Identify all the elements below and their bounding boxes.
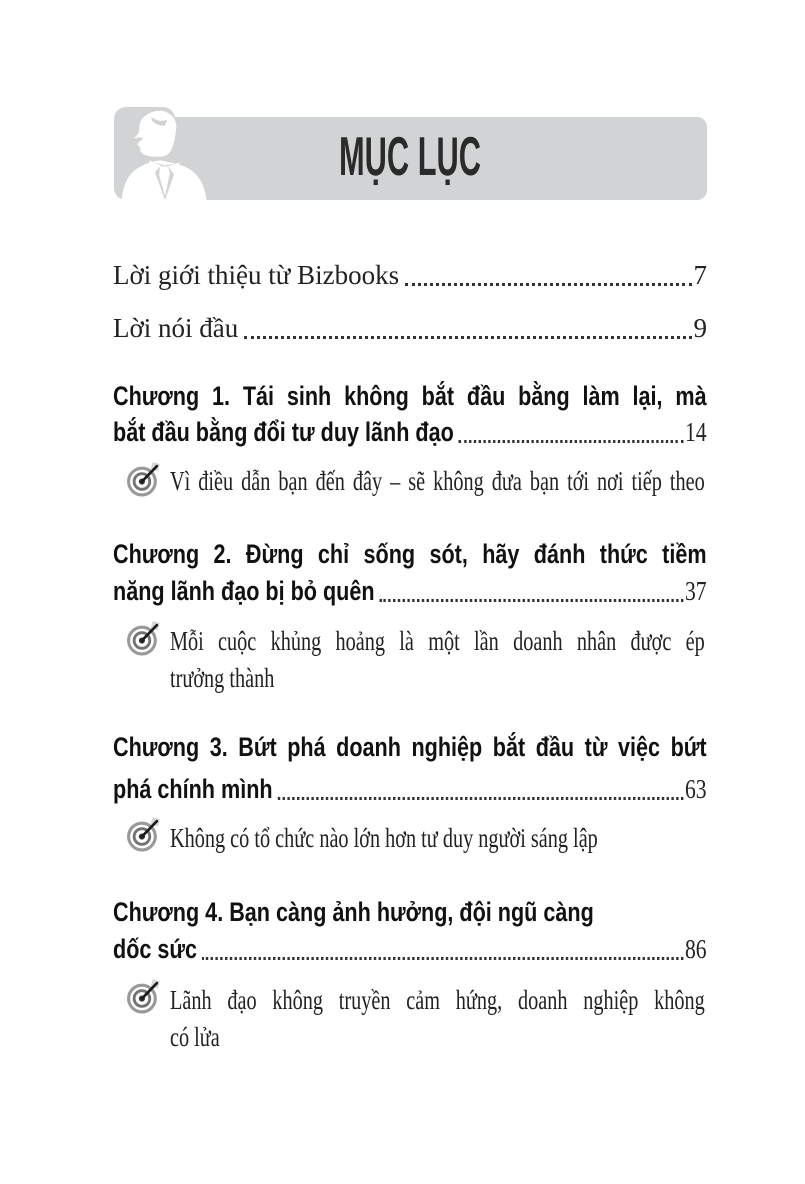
bullet-line: Vì điều dẫn bạn đến đây – sẽ không đưa bạn tới nơi tiếp theo	[170, 466, 705, 496]
toc-entry-label: Lời nói đầu	[113, 313, 239, 343]
chapter1-bullet	[170, 463, 705, 500]
chapter-title-text: phá chính mình	[113, 774, 273, 804]
chapter-title-text: dốc sức	[113, 934, 198, 964]
toc-entry-page: 7	[693, 260, 707, 290]
chapter2-bullet	[170, 623, 705, 697]
toc-entry-preface	[113, 310, 707, 347]
chapter4-bullet	[170, 982, 705, 1056]
chapter-page: 86	[685, 934, 707, 964]
target-dart-icon	[126, 461, 163, 498]
bullet-line: Mỗi cuộc khủng hoảng là một lần doanh nhân được ép	[170, 626, 705, 656]
target-dart-icon	[126, 978, 163, 1015]
dot-leader	[459, 440, 684, 443]
chapter4-title-line2	[113, 930, 707, 968]
target-dart-icon	[126, 816, 163, 853]
chapter3-bullet	[170, 820, 705, 857]
dot-leader	[202, 957, 684, 960]
businessman-silhouette-icon	[115, 109, 215, 200]
dot-leader	[244, 336, 691, 339]
dot-leader	[405, 283, 691, 286]
chapter2-title-line2	[113, 572, 707, 610]
bullet-line: trưởng thành	[170, 663, 275, 693]
chapter-title-text: bắt đầu bằng đổi tư duy lãnh đạo	[113, 417, 454, 447]
bullet-line: Không có tổ chức nào lớn hơn tư duy người sáng lập	[170, 823, 598, 853]
toc-entry-page: 9	[693, 313, 707, 343]
chapter3-title-line1: Chương 3. Bứt phá doanh nghiệp bắt đầu từ việc bứt	[113, 732, 707, 762]
bullet-line: Lãnh đạo không truyền cảm hứng, doanh nghiệp không	[170, 985, 705, 1015]
chapter4-title-line1: Chương 4. Bạn càng ảnh hưởng, đội ngũ càng	[113, 897, 594, 927]
page-title: MỤC LỤC	[338, 125, 481, 187]
dot-leader	[277, 797, 683, 800]
target-dart-icon	[126, 620, 163, 657]
chapter-title-text: năng lãnh đạo bị bỏ quên	[113, 576, 375, 606]
chapter1-title-line1: Chương 1. Tái sinh không bắt đầu bằng làm lại, mà	[113, 381, 707, 411]
chapter2-title-line1: Chương 2. Đừng chỉ sống sót, hãy đánh thức tiềm	[113, 539, 707, 569]
toc-entry-intro	[113, 257, 707, 294]
chapter3-title-line2	[113, 770, 707, 808]
toc-entry-label: Lời giới thiệu từ Bizbooks	[113, 260, 400, 290]
bullet-line: có lửa	[170, 1022, 220, 1052]
dot-leader	[379, 599, 683, 602]
chapter1-title-line2	[113, 413, 707, 451]
chapter-page: 63	[685, 774, 707, 804]
chapter-page: 14	[685, 417, 707, 447]
chapter-page: 37	[685, 576, 707, 606]
